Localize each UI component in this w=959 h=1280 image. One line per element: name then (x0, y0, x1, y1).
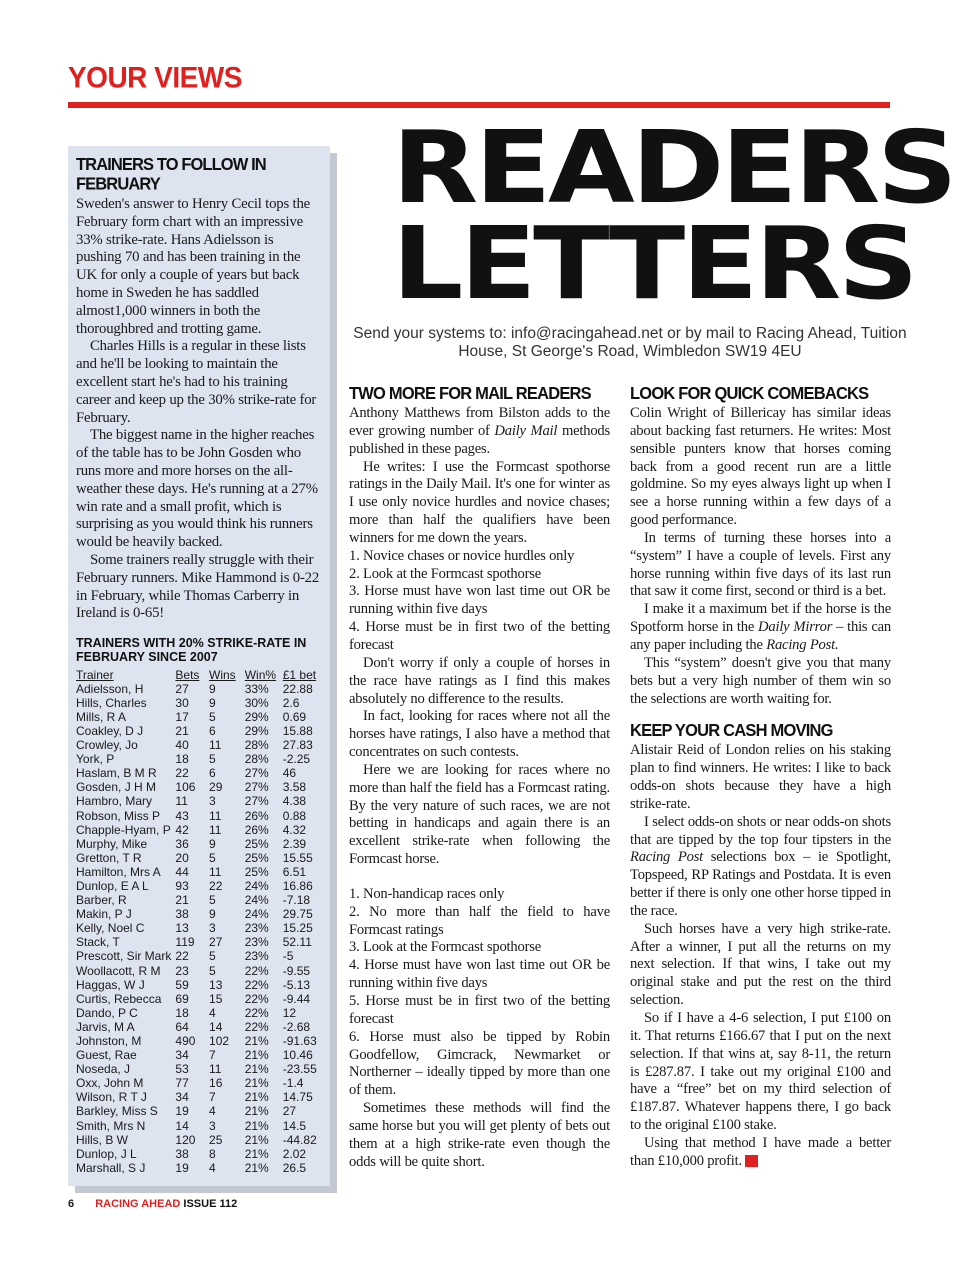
table-cell: Hills, B W (76, 1132, 128, 1147)
article-heading: TWO MORE FOR MAIL READERS (349, 384, 591, 404)
article-heading: KEEP YOUR CASH MOVING (630, 721, 833, 741)
table-cell: Hills, Charles (76, 695, 147, 710)
table-cell: 22% (244, 991, 269, 1006)
table-cell: 15.55 (282, 850, 313, 865)
table-cell: 27 (282, 1104, 297, 1119)
table-cell: Curtis, Rebecca (76, 991, 162, 1006)
table-row (76, 1034, 322, 1048)
table-row (76, 978, 322, 992)
table-cell: 0.69 (282, 709, 307, 724)
table-header-row (76, 667, 322, 682)
table-cell: 11 (209, 808, 222, 823)
table-cell: 7 (209, 1048, 216, 1063)
article-paragraph: Colin Wright of Billericay has similar ideas about backing fast returners. He writes: Most sensible punters know that horses coming back from a good recent run are a little goldmine. So my eyes always light up when I see a horse running within a few days of a good performance. (630, 405, 891, 529)
table-cell: 12 (282, 1005, 297, 1020)
table-cell: 3 (209, 921, 216, 936)
article-paragraph: Here we are looking for races where no more than half the field has a Formcast rating. By the very nature of such races, we are not betting in handicaps and again there is an excellent strike-rate when following the Formcast horse. (349, 761, 610, 868)
column-header: Wins (209, 667, 236, 682)
table-row (76, 894, 322, 908)
table-cell: -2.25 (282, 752, 311, 767)
column-header: Trainer (76, 667, 114, 682)
table-cell: 22 (209, 878, 223, 893)
table-row (76, 992, 322, 1006)
table-cell: 11 (175, 794, 188, 809)
table-row (76, 1161, 322, 1175)
table-row (76, 682, 322, 696)
table-cell: 4.32 (282, 822, 307, 837)
table-cell: 13 (209, 977, 223, 992)
table-cell: 5 (209, 752, 216, 767)
table-cell: 5 (209, 963, 216, 978)
table-cell: 18 (175, 1005, 189, 1020)
table-cell: 25% (244, 836, 269, 851)
table-cell: 6 (209, 723, 216, 738)
table-cell: 21% (244, 1132, 269, 1147)
sidebar-heading: TRAINERS TO FOLLOW IN FEBRUARY (76, 155, 266, 194)
list-item: 3. Horse must have won last time out OR be running within five days (349, 583, 610, 618)
article-column-left (349, 385, 610, 1171)
table-cell: -5 (282, 949, 294, 964)
table-cell: 19 (175, 1160, 189, 1175)
table-cell: 119 (175, 935, 195, 950)
table-cell: 21% (244, 1118, 269, 1133)
column-header: Bets (175, 667, 200, 682)
table-cell: 13 (175, 921, 189, 936)
table-cell: 21% (244, 1076, 269, 1091)
table-cell: 11 (209, 822, 222, 837)
table-cell: 29.75 (282, 907, 313, 922)
list-item: 1. Novice chases or novice hurdles only (349, 547, 575, 564)
table-cell: 3 (209, 794, 216, 809)
table-cell: Mills, R A (76, 709, 127, 724)
table-cell: 14.5 (282, 1118, 307, 1133)
table-cell: Barber, R (76, 893, 127, 908)
table-row (76, 950, 322, 964)
table-cell: Smith, Mrs N (76, 1118, 146, 1133)
table-cell: 6.51 (282, 864, 307, 879)
table-cell: 17 (175, 709, 189, 724)
table-cell: 28% (244, 738, 269, 753)
table-row (76, 1077, 322, 1091)
table-row (76, 795, 322, 809)
table-cell: 21% (244, 1090, 269, 1105)
table-cell: 3 (209, 1118, 216, 1133)
table-cell: -2.68 (282, 1019, 311, 1034)
table-cell: 40 (175, 738, 189, 753)
table-cell: 2.39 (282, 836, 307, 851)
table-cell: 25 (209, 1132, 223, 1147)
footer-brand: RACING AHEAD (95, 1198, 181, 1210)
table-cell: Coakley, D J (76, 723, 144, 738)
table-cell: -23.55 (282, 1062, 317, 1077)
table-cell: 27% (244, 780, 269, 795)
table-cell: 20 (175, 850, 189, 865)
list-item: 1. Non-handicap races only (349, 885, 505, 902)
table-cell: 21% (244, 1160, 269, 1175)
table-cell: 106 (175, 780, 196, 795)
sidebar-paragraph: Some trainers really struggle with their February runners. Mike Hammond is 0-22 in February, while Thomas Carberry in Ireland is 0-65! (76, 551, 320, 622)
table-row (76, 1020, 322, 1034)
table-cell: 8 (209, 1146, 216, 1161)
table-cell: 22% (244, 1019, 269, 1034)
table-cell: Johnston, M (76, 1034, 142, 1049)
table-cell: Gretton, T R (76, 850, 142, 865)
table-row (76, 809, 322, 823)
list-item: 6. Horse must also be tipped by Robin Goodfellow, Gimcrack, Newmarket or Northerner – ideally tipped by more than one of them. (349, 1028, 610, 1099)
table-cell: Prescott, Sir Mark (76, 949, 172, 964)
table-cell: 14 (209, 1019, 223, 1034)
table-cell: 14.75 (282, 1090, 313, 1105)
table-cell: Barkley, Miss S (76, 1104, 158, 1119)
table-cell: Makin, P J (76, 907, 132, 922)
table-cell: Jarvis, M A (76, 1019, 135, 1034)
table-cell: 21% (244, 1062, 269, 1077)
table-cell: 21% (244, 1104, 269, 1119)
table-cell: -9.55 (282, 963, 311, 978)
table-cell: 21 (175, 893, 189, 908)
table-cell: Oxx, John M (76, 1076, 144, 1091)
table-cell: 9 (209, 695, 216, 710)
section-rule (68, 102, 890, 108)
table-cell: 15 (209, 991, 223, 1006)
table-cell: 7 (209, 1090, 216, 1105)
table-cell: Murphy, Mike (76, 836, 148, 851)
table-cell: 9 (209, 836, 216, 851)
article-paragraph: Don't worry if only a couple of horses in the race have ratings as I find this makes absolutely no difference to the results. (349, 654, 610, 707)
table-cell: Marshall, S J (76, 1160, 146, 1175)
table-cell: 23% (244, 935, 269, 950)
table-cell: 23 (175, 963, 189, 978)
table-cell: 22 (175, 949, 189, 964)
table-cell: 5 (209, 893, 216, 908)
article-column-right (630, 385, 891, 1171)
table-cell: 93 (175, 878, 189, 893)
table-cell: 10.46 (282, 1048, 313, 1063)
table-cell: Hamilton, Mrs A (76, 864, 161, 879)
section-tag: YOUR VIEWS (68, 61, 242, 94)
table-cell: -1.4 (282, 1076, 304, 1091)
table-cell: Wilson, R T J (76, 1090, 147, 1105)
table-cell: 21% (244, 1146, 269, 1161)
table-cell: 22 (175, 766, 189, 781)
table-cell: -44.82 (282, 1132, 317, 1147)
table-row (76, 936, 322, 950)
table-cell: Crowley, Jo (76, 738, 138, 753)
table-cell: Noseda, J (76, 1062, 131, 1077)
table-row (76, 1091, 322, 1105)
table-cell: 33% (244, 681, 269, 696)
table-cell: 16.86 (282, 878, 313, 893)
table-cell: 24% (244, 893, 269, 908)
sidebar-paragraph: Sweden's answer to Henry Cecil tops the February form chart with an impressive 33% strike-rate. Hans Adielsson is pushing 70 and has been training in the UK for only a couple of years but back home in Sweden he has saddled almost1,000 winners in both the thoroughbred and trotting game. (76, 196, 311, 337)
headline (392, 109, 955, 322)
table-row (76, 1119, 322, 1133)
article-paragraph: This “system” doesn't give you that many bets but a very high number of them win so the selections are worth waiting for. (630, 654, 891, 707)
list-item: 3. Look at the Formcast spothorse (349, 939, 542, 956)
article-paragraph: I make it a maximum bet if the horse is the Spotform horse in the Daily Mirror – this can any paper including the Racing Post. (630, 601, 891, 653)
table-cell: 5 (209, 949, 216, 964)
table-cell: 25% (244, 850, 269, 865)
table-cell: 29 (209, 780, 223, 795)
table-cell: 4 (209, 1160, 216, 1175)
table-cell: Robson, Miss P (76, 808, 161, 823)
table-row (76, 1006, 322, 1020)
article-paragraph: Anthony Matthews from Bilston adds to the ever growing number of Daily Mail methods published in these pages. (349, 405, 610, 457)
table-cell: 102 (209, 1034, 230, 1049)
page-number: 6 (68, 1198, 75, 1210)
column-header: £1 bet (282, 667, 317, 682)
table-row (76, 724, 322, 738)
article-paragraph: Alistair Reid of London relies on his staking plan to find winners. He writes: I like to back odds-on shots because they have a high strike-rate. (630, 742, 891, 812)
table-cell: -91.63 (282, 1034, 317, 1049)
table-cell: Hambro, Mary (76, 794, 153, 809)
table-cell: 52.11 (282, 935, 312, 950)
table-cell: 4 (209, 1104, 216, 1119)
table-cell: 15.88 (282, 723, 313, 738)
table-cell: 9 (209, 907, 216, 922)
table-cell: 24% (244, 907, 269, 922)
article-paragraph: Using that method I have made a better than £10,000 profit. (630, 1134, 891, 1169)
article-paragraph: I select odds-on shots or near odds-on shots that are tipped by the top four tipsters in the Racing Post selections box – ie Spotlight, Topspeed, RP Ratings and Postdata. It is even better if there is only one other horse tipped in the race. (630, 813, 891, 919)
table-cell: 34 (175, 1048, 189, 1063)
table-cell: 29% (244, 709, 269, 724)
article-heading: LOOK FOR QUICK COMEBACKS (630, 384, 869, 404)
table-cell: 15.25 (282, 921, 313, 936)
table-cell: Adielsson, H (76, 681, 144, 696)
table-cell: 30 (175, 695, 189, 710)
table-row (76, 1105, 322, 1119)
table-cell: 120 (175, 1132, 196, 1147)
table-cell: 77 (175, 1076, 189, 1091)
list-item: 2. No more than half the field to have Formcast ratings (349, 903, 610, 938)
table-cell: 27 (175, 681, 189, 696)
table-cell: 26% (244, 808, 269, 823)
table-cell: 27.83 (282, 738, 313, 753)
article-paragraph: So if I have a 4-6 selection, I put £100 on it. That returns £166.67 that I put on the next selection. If that wins at, say 8-11, the return is £287.87. I take out my original £100 and have a “free” bet on my third selection of £187.87. Whatever happens there, I go back to the original £100 stake. (630, 1010, 891, 1134)
table-cell: 38 (175, 1146, 189, 1161)
table-cell: 36 (175, 836, 189, 851)
table-cell: 44 (175, 864, 189, 879)
table-cell: 27 (209, 935, 223, 950)
page-footer (68, 1198, 237, 1210)
article-paragraph: He writes: I use the Formcast spothorse ratings in the Daily Mail. It's one for winter as I use only novice hurdles and novice chases; more than half the qualifiers have been winners for me down the years. (349, 458, 610, 546)
table-cell: 4.38 (282, 794, 307, 809)
table-cell: 34 (175, 1090, 189, 1105)
table-cell: 22% (244, 977, 269, 992)
list-item: 4. Horse must have won last time out OR be running within five days (349, 957, 610, 992)
table-cell: Dando, P C (76, 1005, 138, 1020)
list-item: 5. Horse must be in first two of the betting forecast (349, 993, 610, 1027)
article-paragraph: In fact, looking for races where not all the horses have ratings, I also have a method that concentrates on such contests. (349, 708, 610, 761)
table-cell: 2.6 (282, 695, 300, 710)
table-cell: 26.5 (282, 1160, 307, 1175)
table-cell: 46 (282, 766, 297, 781)
table-cell: 490 (175, 1034, 196, 1049)
table-cell: Guest, Rae (76, 1048, 137, 1063)
footer-issue: ISSUE 112 (183, 1198, 238, 1210)
table-cell: 29% (244, 723, 269, 738)
table-cell: Dunlop, J L (76, 1146, 137, 1161)
table-cell: Dunlop, E A L (76, 878, 149, 893)
table-cell: 11 (209, 1062, 222, 1077)
table-cell: 43 (175, 808, 189, 823)
table-row (76, 1049, 322, 1063)
table-cell: Haggas, W J (76, 977, 145, 992)
table-cell: -7.18 (282, 893, 311, 908)
headline-line1: READERS (392, 109, 955, 226)
table-cell: 22% (244, 963, 269, 978)
table-cell: 21% (244, 1048, 269, 1063)
headline-line2: LETTERS (392, 205, 916, 322)
table-cell: 3.58 (282, 780, 307, 795)
table-row (76, 767, 322, 781)
table-cell: Kelly, Noel C (76, 921, 145, 936)
table-cell: 22.88 (282, 681, 313, 696)
table-cell: 23% (244, 921, 269, 936)
list-item: 4. Horse must be in first two of the betting forecast (349, 619, 610, 653)
table-cell: Woollacott, R M (76, 963, 161, 978)
table-cell: 2.02 (282, 1146, 307, 1161)
table-cell: 22% (244, 1005, 269, 1020)
sidebar-paragraph: The biggest name in the higher reaches of the table has to be John Gosden who runs more and more horses on the all-weather these days. He's running at a 27% win rate and a small profit, which is surprising as you would think his runners would be heavily backed. (76, 427, 318, 551)
trainers-sidebar (68, 146, 330, 1186)
table-row (76, 1133, 322, 1147)
table-row (76, 753, 322, 767)
table-cell: 26% (244, 822, 269, 837)
table-cell: 38 (175, 907, 189, 922)
table-title: TRAINERS WITH 20% STRIKE-RATE IN FEBRUARY SINCE 2007 (76, 636, 307, 664)
table-row (76, 739, 322, 753)
table-cell: Haslam, B M R (76, 766, 157, 781)
table-cell: 24% (244, 878, 269, 893)
table-cell: 11 (209, 864, 222, 879)
table-cell: 42 (175, 822, 189, 837)
article-paragraph: Such horses have a very high strike-rate. After a winner, I put all the returns on my next selection. If that wins, I take out my original stake and put the rest on the third selection. (630, 920, 891, 1009)
end-mark-icon (745, 1155, 758, 1167)
trainers-table (76, 667, 322, 1175)
table-cell: 11 (209, 738, 222, 753)
table-cell: -5.13 (282, 977, 311, 992)
table-cell: 14 (175, 1118, 189, 1133)
table-cell: 28% (244, 752, 269, 767)
table-cell: 5 (209, 709, 216, 724)
table-cell: 27% (244, 766, 269, 781)
article-paragraph: In terms of turning these horses into a “system” I have a couple of levels. First any horse running within five days of its last run that saw it come first, second or third is a bet. (630, 529, 891, 600)
table-cell: Stack, T (76, 935, 120, 950)
table-cell: 21% (244, 1034, 269, 1049)
table-row (76, 1147, 322, 1161)
table-cell: 18 (175, 752, 189, 767)
table-cell: 23% (244, 949, 269, 964)
table-row (76, 781, 322, 795)
table-row (76, 908, 322, 922)
table-cell: 21 (175, 723, 189, 738)
table-row (76, 823, 322, 837)
table-cell: 16 (209, 1076, 223, 1091)
column-header: Win% (244, 667, 277, 682)
table-cell: 69 (175, 991, 189, 1006)
table-row (76, 837, 322, 851)
table-cell: 64 (175, 1019, 189, 1034)
list-item: 2. Look at the Formcast spothorse (349, 565, 542, 582)
table-row (76, 865, 322, 879)
table-cell: 25% (244, 864, 269, 879)
table-row (76, 879, 322, 893)
table-row (76, 1063, 322, 1077)
intro-text: Send your systems to: info@racingahead.net or by mail to Racing Ahead, Tuition House, St George's Road, Wimbledon SW19 4EU (353, 325, 907, 360)
article-paragraph: Sometimes these methods will find the same horse but you will get plenty of bets out them at a high strike-rate even though the odds will be quite short. (349, 1100, 610, 1170)
table-cell: 30% (244, 695, 269, 710)
table-cell: 9 (209, 681, 216, 696)
table-cell: 6 (209, 766, 216, 781)
table-cell: York, P (76, 752, 115, 767)
table-cell: -9.44 (282, 991, 311, 1006)
sidebar-paragraph: Charles Hills is a regular in these lists and he'll be looking to maintain the excellent start he's had to his training career and keep up the 30% strike-rate for February. (76, 338, 317, 426)
table-cell: 53 (175, 1062, 189, 1077)
table-row (76, 710, 322, 724)
table-row (76, 964, 322, 978)
table-cell: 27% (244, 794, 269, 809)
table-cell: 59 (175, 977, 189, 992)
table-row (76, 851, 322, 865)
table-cell: 0.88 (282, 808, 307, 823)
table-cell: 5 (209, 850, 216, 865)
table-cell: Gosden, J H M (76, 780, 157, 795)
table-cell: Chapple-Hyam, P (76, 822, 171, 837)
table-cell: 19 (175, 1104, 189, 1119)
table-row (76, 696, 322, 710)
table-body (76, 682, 322, 1175)
table-cell: 4 (209, 1005, 216, 1020)
table-row (76, 922, 322, 936)
